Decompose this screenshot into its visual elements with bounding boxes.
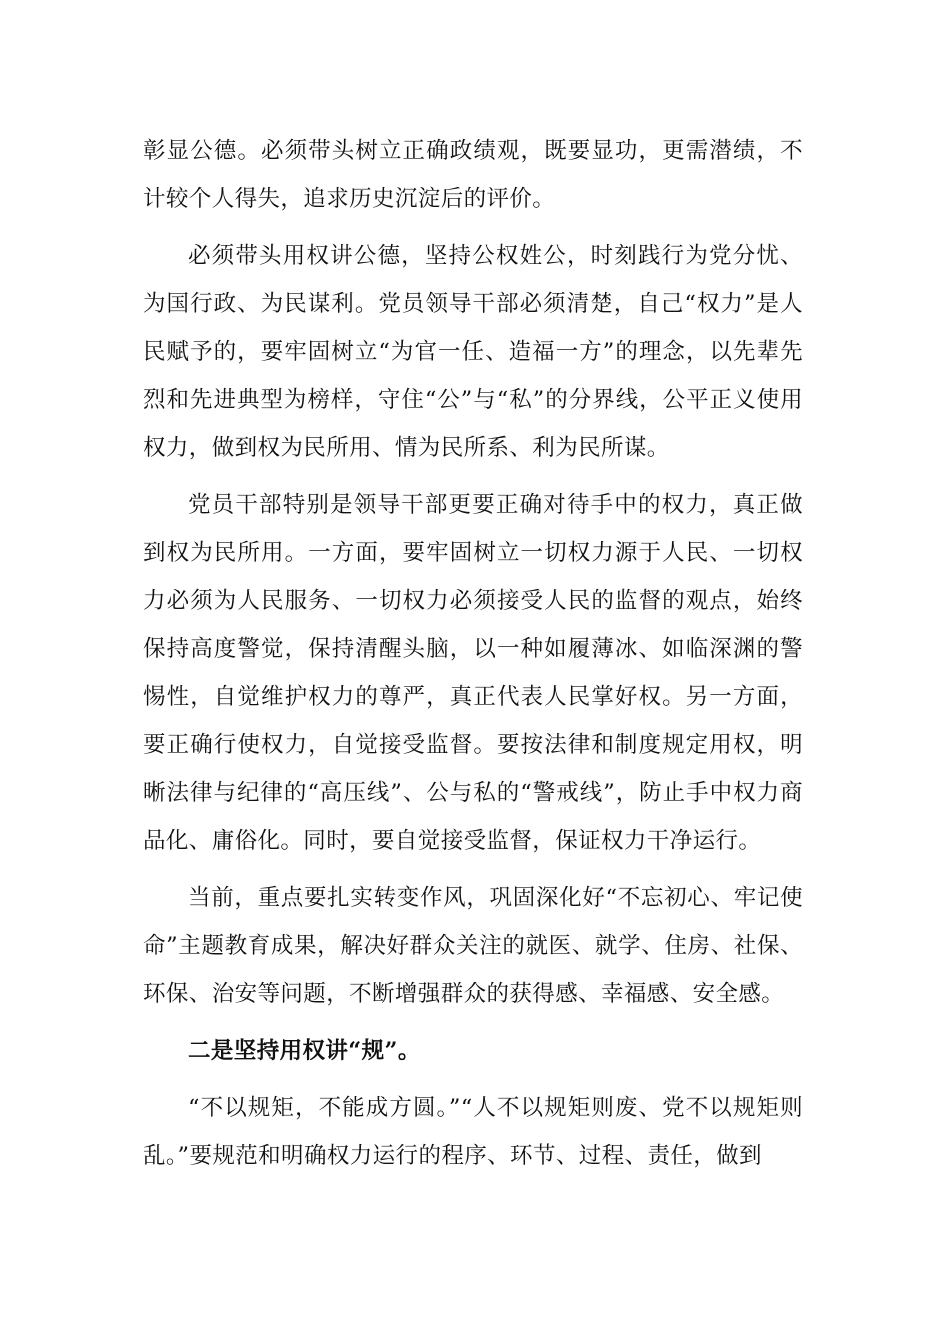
paragraph-current-focus: 当前，重点要扎实转变作风，巩固深化好“不忘初心、牢记使命”主题教育成果，解决好群众关注的就医、就学、住房、社保、环保、治安等问题，不断增强群众的获得感、幸福感、安全感。 xyxy=(143,885,803,1007)
document-body xyxy=(143,127,803,1189)
section-heading: 二是坚持用权讲“规”。 xyxy=(188,1038,421,1064)
paragraph-continuation: 彰显公德。必须带头树立正确政绩观，既要显功，更需潜绩，不计较个人得失，追求历史沉淀后的评价。 xyxy=(143,138,803,212)
paragraph-power-usage: 党员干部特别是领导干部更要正确对待手中的权力，真正做到权为民所用。一方面，要牢固树立一切权力源于人民、一切权力必须为人民服务、一切权力必须接受人民的监督的观点，始终保持高度警觉，保持清醒头脑，以一种如履薄冰、如临深渊的警惕性，自觉维护权力的尊严，真正代表人民掌好权。另一方面，要正确行使权力，自觉接受监督。要按法律和制度规定用权，明晰法律与纪律的“高压线”、公与私的“警戒线”，防止手中权力商品化、庸俗化。同时，要自觉接受监督，保证权力干净运行。 xyxy=(143,492,803,854)
paragraph-rules: “不以规矩，不能成方圆。”“人不以规矩则废、党不以规矩则乱。”要规范和明确权力运行的程序、环节、过程、责任，做到 xyxy=(143,1095,803,1169)
paragraph-public-virtue: 必须带头用权讲公德，坚持公权姓公，时刻践行为党分忧、为国行政、为民谋利。党员领导干部必须清楚，自己“权力”是人民赋予的，要牢固树立“为官一任、造福一方”的理念，以先辈先烈和先进典型为榜样，守住“公”与“私”的分界线，公平正义使用权力，做到权为民所用、情为民所系、利为民所谋。 xyxy=(143,243,803,461)
